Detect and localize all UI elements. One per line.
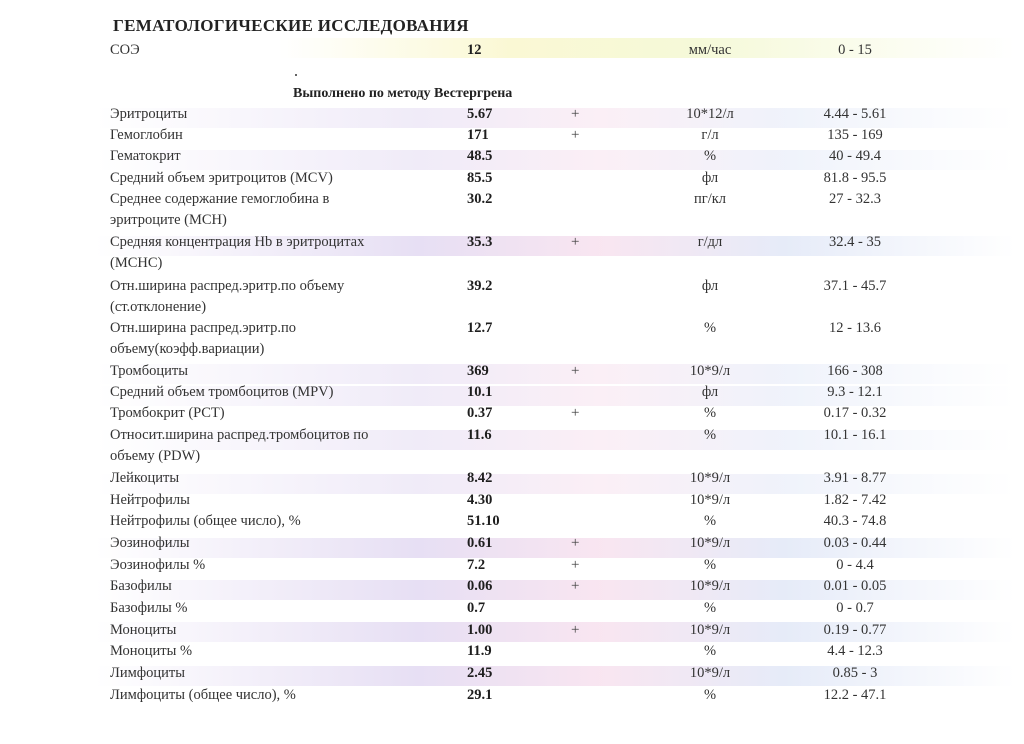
test-name: Средняя концентрация Hb в эритроцитах (MCHC) [110,234,365,271]
abnormal-flag: + [571,106,580,122]
test-unit: 10*9/л [689,470,731,486]
abnormal-flag: + [571,535,580,551]
test-reference-range: 0 - 0.7 [836,600,874,616]
abnormal-flag: + [571,578,580,594]
test-name: Эозинофилы [110,535,190,551]
test-reference-range: 0.19 - 0.77 [823,622,887,638]
test-reference-range: 0.01 - 0.05 [823,578,887,594]
test-value: 0.06 [467,578,493,594]
test-reference-range: 0 - 15 [838,42,872,58]
test-value: 2.45 [467,665,493,681]
test-unit: % [703,600,717,616]
test-reference-range: 3.91 - 8.77 [823,470,887,486]
test-reference-range: 0.85 - 3 [832,665,878,681]
test-name: Среднее содержание гемоглобина в эритроците (MCH) [110,191,330,228]
abnormal-flag: + [571,363,580,379]
test-name: Средний объем эритроцитов (MCV) [110,170,333,186]
test-reference-range: 4.4 - 12.3 [827,643,883,659]
test-unit: 10*9/л [689,492,731,508]
test-unit: 10*9/л [689,665,731,681]
test-value: 0.37 [467,405,493,421]
test-reference-range: 40.3 - 74.8 [823,513,887,529]
test-unit: пг/кл [693,191,727,207]
test-value: 30.2 [467,191,493,207]
test-unit: % [703,405,717,421]
abnormal-flag: + [571,557,580,573]
test-name: Нейтрофилы [110,492,190,508]
test-name: Лимфоциты [110,665,186,681]
test-name: Отн.ширина распред.эритр.по объему(коэфф.вариации) [110,320,296,357]
test-unit: % [703,148,717,164]
test-unit: г/л [701,127,719,143]
test-value: 10.1 [467,384,493,400]
test-name: СОЭ [110,42,140,58]
test-value: 0.7 [467,600,486,616]
test-value: 39.2 [467,278,493,294]
test-value: 0.61 [467,535,493,551]
test-name: Эозинофилы % [110,557,206,573]
test-unit: фл [701,278,719,294]
test-value: 1.00 [467,622,493,638]
test-reference-range: 0.03 - 0.44 [823,535,887,551]
test-unit: 10*9/л [689,363,731,379]
test-unit: 10*9/л [689,622,731,638]
test-unit: % [703,427,717,443]
test-reference-range: 0.17 - 0.32 [823,405,887,421]
test-value: 35.3 [467,234,493,250]
test-reference-range: 12.2 - 47.1 [823,687,887,703]
test-value: 85.5 [467,170,493,186]
test-value: 4.30 [467,492,493,508]
test-reference-range: 166 - 308 [827,363,883,379]
test-value: 11.6 [467,427,492,443]
test-name: Лимфоциты (общее число), % [110,687,296,703]
test-reference-range: 9.3 - 12.1 [827,384,883,400]
test-name: Гемоглобин [110,127,183,143]
test-name: Базофилы [110,578,172,594]
test-unit: % [703,687,717,703]
test-value: 171 [467,127,489,143]
test-name: Тромбоциты [110,363,188,379]
test-value: 51.10 [467,513,500,529]
test-name: Лейкоциты [110,470,180,486]
test-value: 369 [467,363,489,379]
test-unit: мм/час [688,42,732,58]
test-reference-range: 0 - 4.4 [836,557,874,573]
test-name: Тромбокрит (PCT) [110,405,225,421]
test-reference-range: 12 - 13.6 [829,320,881,336]
test-unit: % [703,320,717,336]
abnormal-flag: + [571,405,580,421]
test-reference-range: 37.1 - 45.7 [823,278,887,294]
test-unit: фл [701,384,719,400]
test-value: 11.9 [467,643,492,659]
test-value: 12 [467,42,482,58]
test-reference-range: 81.8 - 95.5 [823,170,887,186]
test-value: 7.2 [467,557,486,573]
test-unit: % [703,557,717,573]
test-reference-range: 1.82 - 7.42 [823,492,887,508]
test-unit: фл [701,170,719,186]
test-value: 12.7 [467,320,493,336]
test-name: Базофилы % [110,600,188,616]
test-reference-range: 32.4 - 35 [829,234,881,250]
method-note: Выполнено по методу Вестергрена [293,86,513,101]
test-value: 48.5 [467,148,493,164]
abnormal-flag: + [571,234,580,250]
test-value: 29.1 [467,687,493,703]
abnormal-flag: + [571,127,580,143]
test-name: Моноциты [110,622,177,638]
stray-dot [295,74,297,76]
test-unit: г/дл [697,234,723,250]
test-name: Гематокрит [110,148,181,164]
test-name: Эритроциты [110,106,188,122]
section-title: ГЕМАТОЛОГИЧЕСКИЕ ИССЛЕДОВАНИЯ [113,16,469,35]
test-value: 5.67 [467,106,493,122]
test-name: Средний объем тромбоцитов (MPV) [110,384,334,400]
test-reference-range: 40 - 49.4 [829,148,881,164]
test-name: Отн.ширина распред.эритр.по объему (ст.отклонение) [110,278,345,315]
test-reference-range: 135 - 169 [827,127,883,143]
test-reference-range: 10.1 - 16.1 [823,427,887,443]
test-name: Моноциты % [110,643,193,659]
test-unit: 10*9/л [689,578,731,594]
test-unit: 10*9/л [689,535,731,551]
test-reference-range: 4.44 - 5.61 [823,106,887,122]
test-name: Относит.ширина распред.тромбоцитов по объему (PDW) [110,427,369,464]
test-unit: % [703,513,717,529]
abnormal-flag: + [571,622,580,638]
test-name: Нейтрофилы (общее число), % [110,513,301,529]
test-unit: 10*12/л [686,106,734,122]
test-value: 8.42 [467,470,493,486]
test-unit: % [703,643,717,659]
test-reference-range: 27 - 32.3 [829,191,881,207]
